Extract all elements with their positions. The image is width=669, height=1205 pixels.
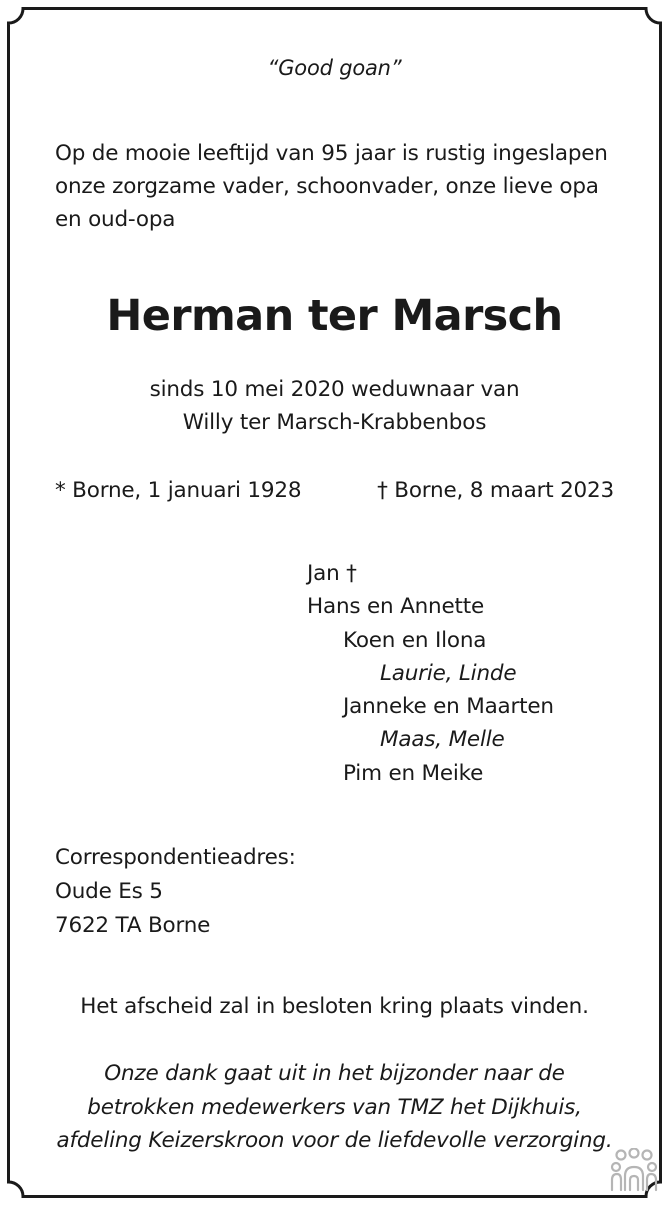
family-member: Pim en Meike [343, 760, 484, 786]
deceased-name: Herman ter Marsch [106, 291, 563, 341]
family-member: Jan † [307, 561, 357, 586]
people-group-icon [608, 1148, 660, 1192]
intro-line: en oud-opa [55, 207, 176, 232]
intro-line: Op de mooie leeftijd van 95 jaar is rustig ingeslapen [55, 141, 608, 166]
address-line: Oude Es 5 [55, 879, 163, 904]
family-member: Janneke en Maarten [343, 694, 554, 720]
death-info: † Borne, 8 maart 2023 [377, 478, 614, 503]
address-line: Correspondentieadres: [55, 845, 296, 870]
family-member: Maas, Melle [380, 727, 505, 753]
farewell-text: Het afscheid zal in besloten kring plaats vinden. [80, 994, 589, 1019]
motto: “Good goan” [267, 56, 402, 80]
thanks-text [0, 1057, 669, 1158]
thanks-line: betrokken medewerkers van TMZ het Dijkhuis, [87, 1094, 582, 1120]
thanks-line: afdeling Keizerskroon voor de liefdevolle verzorging. [56, 1128, 613, 1153]
correspondence-address [55, 841, 296, 943]
family-member: Koen en Ilona [343, 627, 487, 653]
intro-line: onze zorgzame vader, schoonvader, onze lieve opa [55, 174, 599, 199]
birth-info: * Borne, 1 januari 1928 [55, 478, 302, 503]
widow-line: Willy ter Marsch-Krabbenbos [182, 410, 487, 435]
widow-text [0, 373, 669, 439]
family-list [307, 557, 554, 790]
intro-text [55, 137, 608, 236]
family-member: Hans en Annette [307, 594, 484, 620]
address-line: 7622 TA Borne [55, 913, 211, 938]
family-member: Laurie, Linde [380, 660, 517, 686]
widow-line: sinds 10 mei 2020 weduwnaar van [149, 377, 520, 402]
thanks-line: Onze dank gaat uit in het bijzonder naar de [104, 1061, 565, 1086]
